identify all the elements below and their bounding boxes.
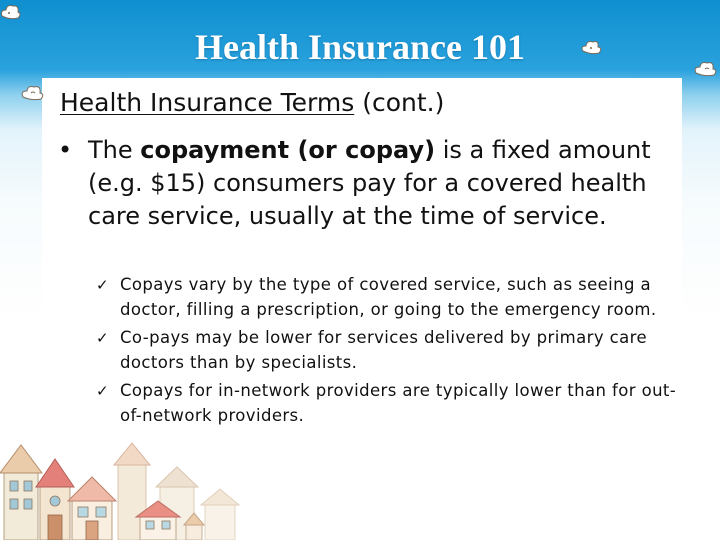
section-heading-underlined: Health Insurance Terms [60, 88, 355, 117]
village-illustration [0, 415, 250, 540]
bullet-marker: • [58, 136, 73, 164]
checkmark-icon: ✓ [96, 329, 109, 347]
main-bullet-text [88, 134, 668, 233]
sub-bullet-list [96, 273, 686, 432]
sub-bullet [96, 273, 686, 322]
main-bullet-term: copayment (or copay) [140, 136, 436, 164]
sub-bullet [96, 379, 686, 428]
sub-bullet-text: Copays vary by the type of covered service, such as seeing a doctor, filling a prescription, or going to the emergency room. [120, 275, 657, 319]
main-bullet-post: is a fixed amount (e.g. $15) consumers pay for a covered health care service, usually at the time of service. [88, 136, 651, 230]
sub-bullet-text: Co-pays may be lower for services delivered by primary care doctors than by specialists. [120, 328, 648, 372]
section-heading-suffix: (cont.) [354, 88, 445, 117]
main-bullet-pre: The [88, 136, 141, 164]
sub-bullet-text: Copays for in-network providers are typically lower than for out-of-network providers. [120, 381, 677, 425]
slide-title: Health Insurance 101 [194, 27, 525, 67]
checkmark-icon: ✓ [96, 382, 109, 400]
main-bullet [58, 134, 668, 233]
cloud-icon [0, 2, 22, 22]
cloud-icon [20, 82, 46, 102]
section-heading [60, 88, 444, 117]
checkmark-icon: ✓ [96, 276, 109, 294]
sub-bullet [96, 326, 686, 375]
